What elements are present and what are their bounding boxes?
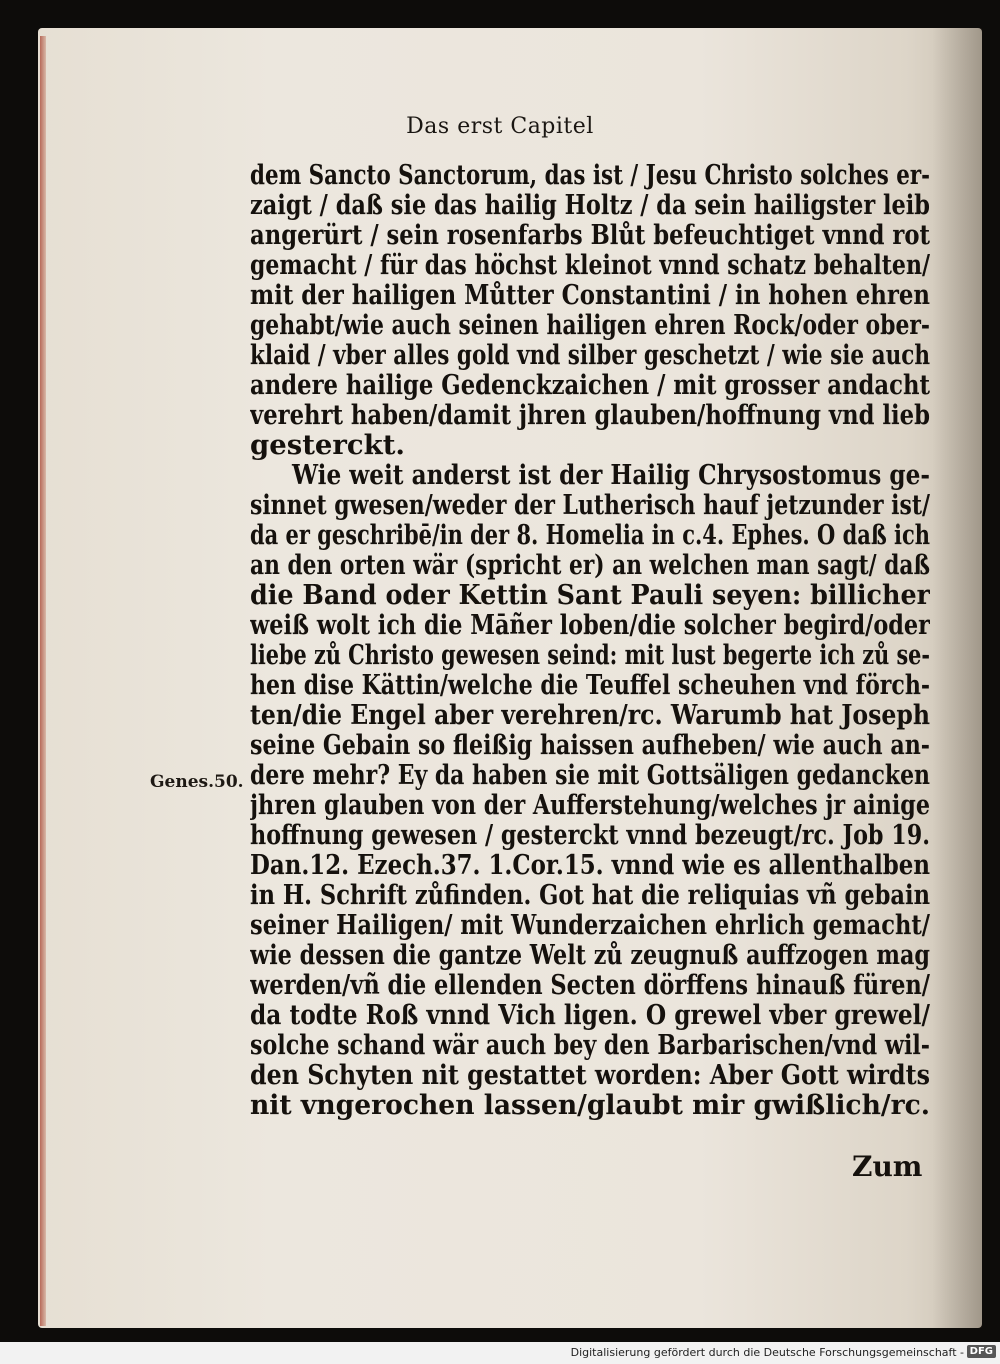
text-line: den Schyten nit gestattet worden: Aber Gott wirdts [250,1060,930,1090]
text-line: andere hailige Gedenckzaichen / mit grosser andacht [250,370,930,400]
page-edge [40,36,46,1326]
running-header: Das erst Capitel [406,114,594,139]
text-line: wie dessen die gantze Welt zů zeugnuß auffzogen mag [250,940,930,970]
text-line: dere mehr? Ey da haben sie mit Gottsäligen gedancken [250,760,930,790]
footer-bar [0,1342,1000,1364]
text-line: gesterckt. [250,430,405,460]
text-line: da er geschribē/in der 8. Homelia in c.4. Ephes. O daß ich [250,520,930,550]
text-line: Dan.12. Ezech.37. 1.Cor.15. vnnd wie es allenthalben [250,850,930,880]
text-line: jhren glauben von der Aufferstehung/welches jr ainige [250,790,930,820]
marginal-note: Genes.50. [150,772,244,792]
text-line: sinnet gwesen/weder der Lutherisch hauf jetzunder ist/ [250,490,930,520]
footer-text: Digitalisierung gefördert durch die Deutsche Forschungsgemeinschaft - [570,1346,964,1359]
text-line: solche schand wär auch bey den Barbarischen/vnd wil- [250,1030,930,1060]
text-line: hoffnung gewesen / gesterckt vnnd bezeugt/rc. Job 19. [250,820,930,850]
gutter-shadow [932,28,982,1328]
text-line: liebe zů Christo gewesen seind: mit lust begerte ich zů se- [250,640,930,670]
text-line: nit vngerochen lassen/glaubt mir gwißlich/rc. [250,1090,930,1120]
text-line: verehrt haben/damit jhren glauben/hoffnung vnd lieb [250,400,930,430]
text-line: an den orten wär (spricht er) an welchen man sagt/ daß [250,550,930,580]
text-line: dem Sancto Sanctorum, das ist / Jesu Christo solches er- [250,160,930,190]
body-text [250,160,930,1120]
text-line: zaigt / daß sie das hailig Holtz / da sein hailigster leib [250,190,930,220]
text-line: seine Gebain so fleißig haissen aufheben/ wie auch an- [250,730,930,760]
text-line: weiß wolt ich die Māñer loben/die solcher begird/oder [250,610,930,640]
dfg-logo: DFG [967,1345,996,1358]
text-line: mit der hailigen Můtter Constantini / in hohen ehren [250,280,930,310]
text-line: seiner Hailigen/ mit Wunderzaichen ehrlich gemacht/ [250,910,930,940]
text-line: gehabt/wie auch seinen hailigen ehren Rock/oder ober- [250,310,930,340]
text-line: in H. Schrift zůfinden. Got hat die reliquias vñ gebain [250,880,930,910]
text-line: gemacht / für das höchst kleinot vnnd schatz behalten/ [250,250,930,280]
catchword: Zum [852,1150,923,1183]
text-line: ten/die Engel aber verehren/rc. Warumb hat Joseph [250,700,930,730]
text-line: die Band oder Kettin Sant Pauli seyen: billicher [250,580,930,610]
text-line: werden/vñ die ellenden Secten dörffens hinauß füren/ [250,970,930,1000]
text-line: hen dise Kättin/welche die Teuffel scheuhen vnd förch- [250,670,930,700]
text-line: Wie weit anderst ist der Hailig Chrysostomus ge- [292,460,930,490]
text-line: klaid / vber alles gold vnd silber geschetzt / wie sie auch [250,340,930,370]
text-line: da todte Roß vnnd Vich ligen. O grewel vber grewel/ [250,1000,930,1030]
text-line: angerürt / sein rosenfarbs Blůt befeuchtiget vnnd rot [250,220,930,250]
